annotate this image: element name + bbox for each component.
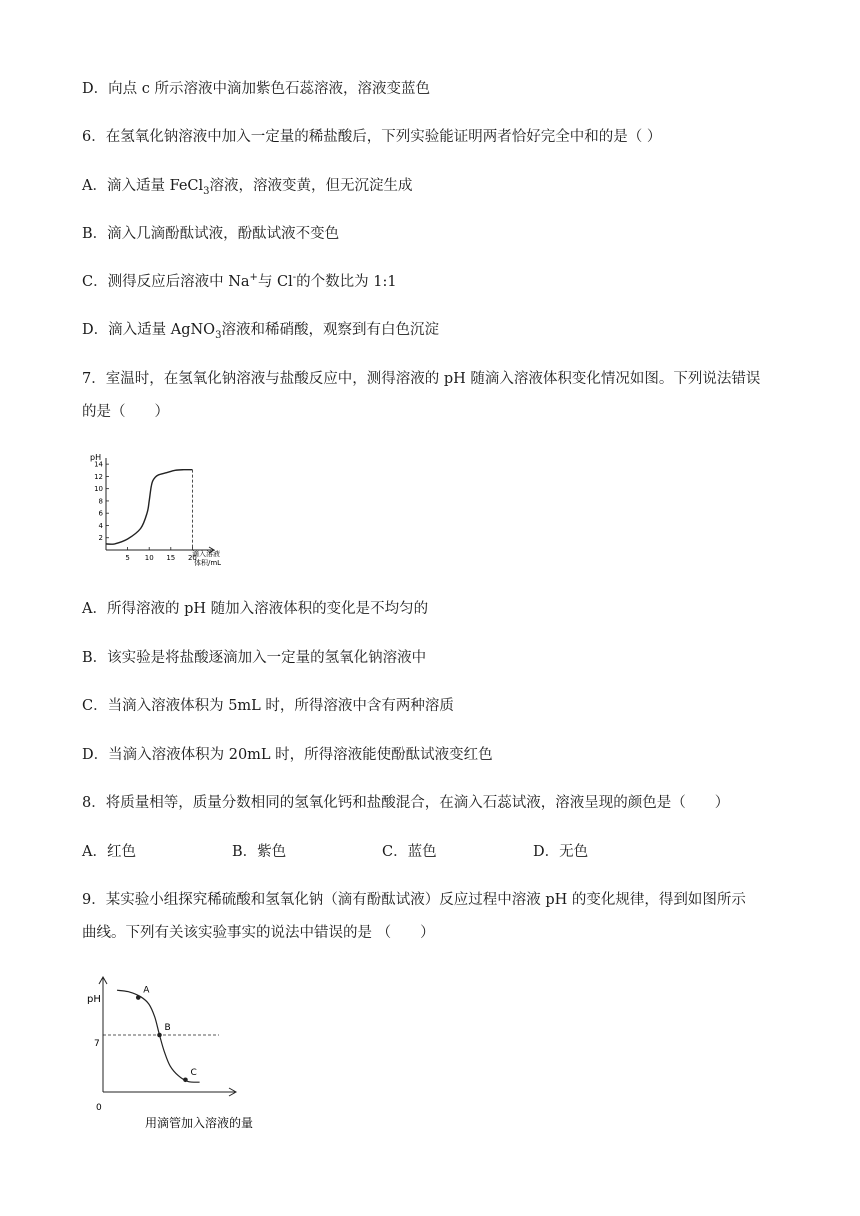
question-7-option-b: B．该实验是将盐酸逐滴加入一定量的氢氧化钠溶液中 — [82, 650, 427, 666]
y-tick-label: 12 — [94, 472, 103, 481]
question-7-option-a: A．所得溶液的 pH 随加入溶液体积的变化是不均匀的 — [82, 601, 429, 617]
y-tick-label: 2 — [98, 534, 103, 543]
question-6-option-a: A．滴入适量 FeCl$_3$溶液，溶液变黄，但无沉淀生成 — [82, 178, 413, 197]
point-label-b: B — [164, 1023, 171, 1033]
question-7-stem-line1: 7．室温时，在氢氧化钠溶液与盐酸反应中，测得溶液的 pH 随滴入溶液体积变化情况如图。下列说法错误 — [82, 371, 761, 387]
x-tick-label: 20 — [187, 554, 197, 562]
y-axis-label: pH — [90, 453, 102, 462]
y-tick-label: 4 — [98, 521, 103, 530]
y-tick-label: 8 — [98, 497, 103, 506]
question-9-stem-line1: 9．某实验小组探究稀硫酸和氢氧化钠（滴有酚酞试液）反应过程中溶液 pH 的变化规律，得到如图所示 — [82, 892, 746, 908]
question-7-stem-line2: 的是（ ） — [82, 404, 169, 420]
y-tick-label: 10 — [94, 485, 103, 494]
x-tick-label: 10 — [144, 554, 154, 562]
question-7-option-c: C．当滴入溶液体积为 5mL 时，所得溶液中含有两种溶质 — [82, 698, 454, 714]
question-7-option-d: D．当滴入溶液体积为 20mL 时，所得溶液能使酚酞试液变红色 — [82, 747, 493, 763]
x-tick-label: 15 — [166, 554, 176, 562]
x-axis-label-line2: 体积/mL — [194, 559, 222, 567]
y-axis-label: pH — [87, 994, 101, 1005]
ph-titration-chart — [88, 448, 238, 578]
question-8-option-c: C．蓝色 — [382, 844, 437, 860]
question-6-option-b: B．滴入几滴酚酞试液，酚酞试液不变色 — [82, 226, 340, 242]
origin-label: 0 — [96, 1103, 102, 1113]
ph7-label: 7 — [94, 1039, 100, 1049]
question-6-option-d: D．滴入适量 AgNO$_3$溶液和稀硝酸，观察到有白色沉淀 — [82, 322, 439, 341]
question-8-option-b: B．紫色 — [232, 844, 287, 860]
point-b — [157, 1033, 162, 1038]
question-9-stem-line2: 曲线。下列有关该实验事实的说法中错误的是 （ ） — [82, 925, 435, 941]
ph-neutralization-chart — [85, 970, 275, 1135]
point-a — [136, 995, 141, 1000]
question-6-option-c: C．测得反应后溶液中 Na+与 Cl-的个数比为 1:1 — [82, 272, 397, 290]
question-8-option-d: D．无色 — [533, 844, 589, 860]
question-8-stem: 8．将质量相等，质量分数相同的氢氧化钙和盐酸混合，在滴入石蕊试液，溶液呈现的颜色是（ ） — [82, 795, 730, 811]
y-tick-label: 6 — [98, 509, 103, 518]
question-5d: D．向点 c 所示溶液中滴加紫色石蕊溶液，溶液变蓝色 — [82, 81, 430, 97]
point-c — [183, 1077, 188, 1082]
x-axis-label-line1: 滴入溶液 — [192, 550, 220, 558]
question-8-option-a: A．红色 — [82, 844, 136, 860]
ph-curve — [106, 470, 192, 545]
question-6-stem: 6．在氢氧化钠溶液中加入一定量的稀盐酸后，下列实验能证明两者恰好完全中和的是（ ） — [82, 129, 662, 145]
x-tick-label: 5 — [125, 554, 130, 562]
point-label-c: C — [190, 1067, 197, 1078]
y-tick-label: 14 — [94, 460, 103, 469]
point-label-a: A — [143, 985, 150, 996]
x-axis-label: 用滴管加入溶液的量 — [145, 1116, 254, 1130]
